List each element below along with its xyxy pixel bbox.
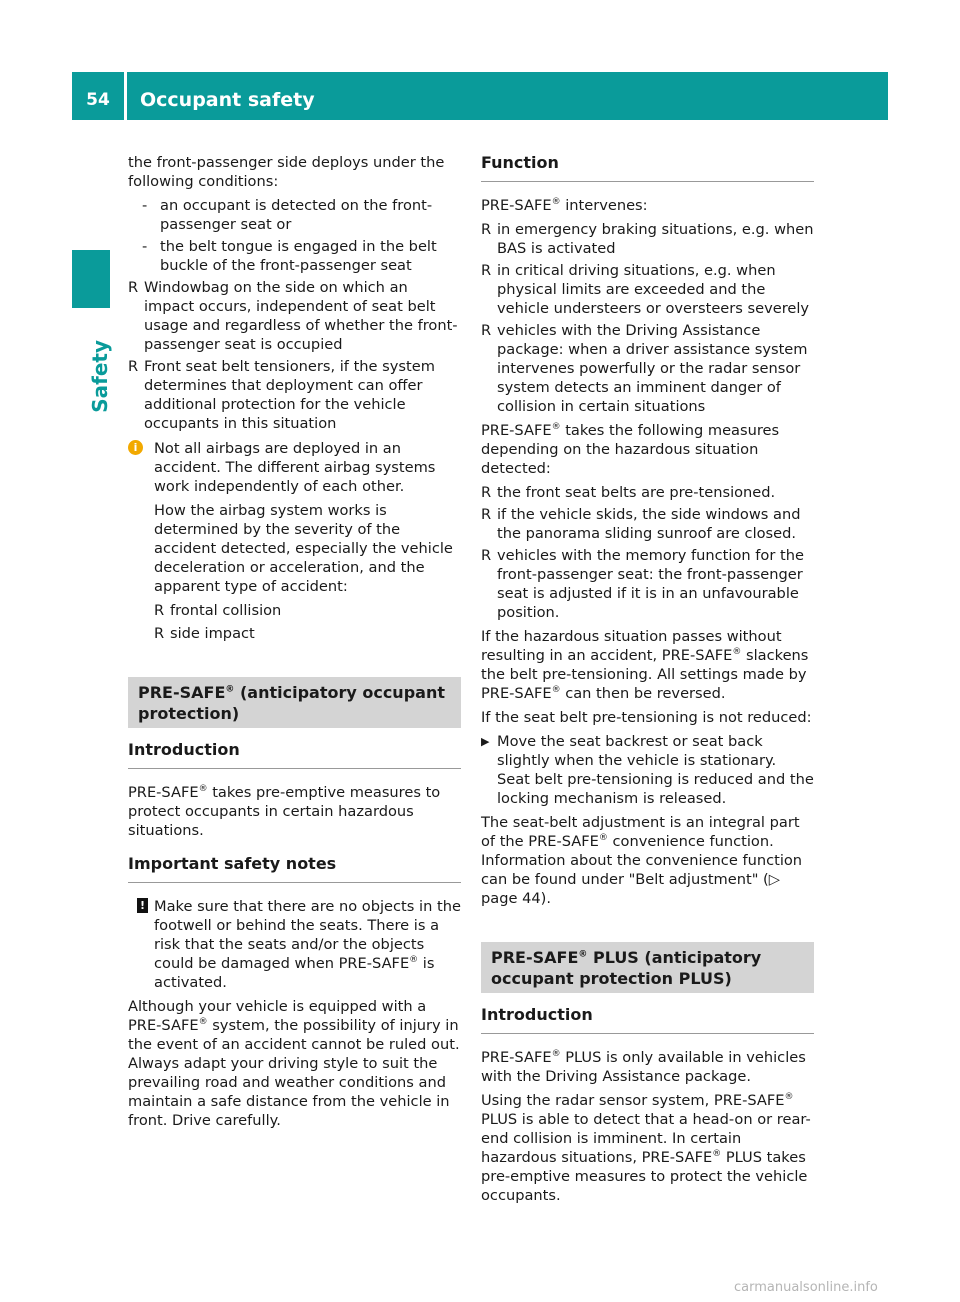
list-item-text: vehicles with the Driving Assistance package: when a driver assistance system intervenes powerfully or the radar sensor system detects an imminent danger of collision in certain situations <box>497 322 808 415</box>
list-item-text: vehicles with the memory function for the front-passenger seat: the front-passenger seat is adjusted if it is in an unfavourable position. <box>497 547 804 621</box>
bullet-marker: R <box>481 262 492 279</box>
paragraph-intro: the front-passenger side deploys under the following conditions: <box>128 154 445 190</box>
bullet-marker: R <box>481 221 492 238</box>
note-paragraph: How the airbag system works is determined by the severity of the accident detected, especially the vehicle deceleration or acceleration, and the apparent type of accident: <box>154 502 453 595</box>
bullet-marker: R <box>481 484 492 501</box>
paragraph-plus-1: PRE-SAFE® PLUS is only available in vehicles with the Driving Assistance package. <box>481 1049 806 1085</box>
warning-text: Make sure that there are no objects in the footwell or behind the seats. There is a risk that the seats and/or the objects could be damaged when PRE-SAFE® is activated. <box>154 898 461 991</box>
right-column <box>481 153 814 1210</box>
heading-introduction-plus: Introduction <box>481 1005 814 1034</box>
list-item-text: if the vehicle skids, the side windows and the panorama sliding sunroof are closed. <box>497 506 801 542</box>
heading-introduction: Introduction <box>128 740 461 769</box>
list-item <box>481 483 814 502</box>
list-item-text: an occupant is detected on the front-passenger seat or <box>160 197 433 233</box>
paragraph-intervenes: PRE-SAFE® intervenes: <box>481 197 648 214</box>
page-reference-link[interactable]: page 44 <box>481 890 541 907</box>
list-item-text: the front seat belts are pre-tensioned. <box>497 484 776 501</box>
list-item-text: in critical driving situations, e.g. when physical limits are exceeded and the vehicle understeers or oversteers severely <box>497 262 810 317</box>
list-item <box>481 321 814 416</box>
list-item <box>481 505 814 543</box>
page-title: Occupant safety <box>140 89 315 111</box>
bullet-marker: R <box>128 279 139 296</box>
registered-mark: ® <box>225 684 235 695</box>
list-item-text: Windowbag on the side on which an impact occurs, independent of seat belt usage and regardless of whether the front-passenger seat is occupied <box>144 279 458 353</box>
paragraph-measures: PRE-SAFE® takes the following measures depending on the hazardous situation detected: <box>481 422 780 477</box>
heading-function: Function <box>481 153 814 182</box>
instruction-step <box>481 732 814 808</box>
list-item-text: in emergency braking situations, e.g. when BAS is activated <box>497 221 814 257</box>
section-title-pre-safe: PRE-SAFE® (anticipatory occupant protection) <box>128 677 461 728</box>
bullet-marker: R <box>481 322 492 339</box>
paragraph-not-reduced: If the seat belt pre-tensioning is not reduced: <box>481 709 812 726</box>
list-item <box>481 546 814 622</box>
list-item <box>128 196 461 234</box>
section-title-pre-safe-plus: PRE-SAFE® PLUS (anticipatory occupant protection PLUS) <box>481 942 814 993</box>
heading-safety-notes: Important safety notes <box>128 854 461 883</box>
list-item-text: frontal collision <box>170 602 282 619</box>
step-result: Seat belt pre-tensioning is reduced and the locking mechanism is released. <box>497 771 814 807</box>
list-item-text: the belt tongue is engaged in the belt buckle of the front-passenger seat <box>160 238 437 274</box>
dash-marker: - <box>142 238 148 255</box>
bullet-marker: R <box>154 602 165 619</box>
list-item <box>128 278 461 354</box>
list-item <box>128 357 461 433</box>
bullet-marker: R <box>128 358 139 375</box>
info-icon: i <box>128 440 143 455</box>
list-item <box>154 601 461 620</box>
list-item <box>481 220 814 258</box>
step-action: Move the seat backrest or seat back slightly when the vehicle is stationary. <box>497 733 777 769</box>
note-paragraph: Not all airbags are deployed in an accident. The different airbag systems work independently of each other. <box>154 440 436 495</box>
header-divider <box>124 72 127 120</box>
paragraph-integral: The seat-belt adjustment is an integral part of the PRE-SAFE® convenience function. Information about the convenience function can be found under "Belt adjustment" (▷ page 44). <box>481 814 803 907</box>
bullet-marker: R <box>481 506 492 523</box>
step-arrow-icon: ▶ <box>481 735 490 748</box>
side-tab-block <box>72 250 110 308</box>
list-item-text: side impact <box>170 625 255 642</box>
paragraph-introduction: PRE-SAFE® takes pre-emptive measures to protect occupants in certain hazardous situations. <box>128 784 441 839</box>
registered-mark: ® <box>578 949 588 960</box>
list-item <box>481 261 814 318</box>
list-item-text: Front seat belt tensioners, if the system determines that deployment can offer additional protection for the vehicle occupants in this situation <box>144 358 435 432</box>
paragraph-passes: If the hazardous situation passes without resulting in an accident, PRE-SAFE® slackens the belt pre-tensioning. All settings made by PRE-SAFE® can then be reversed. <box>481 628 809 702</box>
list-item <box>128 237 461 275</box>
page-ref-arrow-icon: ▷ <box>768 871 780 888</box>
info-note <box>128 439 461 643</box>
paragraph-plus-2: Using the radar sensor system, PRE-SAFE® PLUS is able to detect that a head-on or rear-end collision is imminent. In certain hazardous situations, PRE-SAFE® PLUS takes pre-emptive measures to protect the vehicle occupants. <box>481 1092 811 1204</box>
warning-note <box>128 897 461 992</box>
bullet-marker: R <box>154 625 165 642</box>
bullet-marker: R <box>481 547 492 564</box>
list-item <box>154 624 461 643</box>
page-number: 54 <box>86 90 110 110</box>
warning-icon: ! <box>137 898 148 913</box>
paragraph-final: Although your vehicle is equipped with a PRE-SAFE® system, the possibility of injury in the event of an accident cannot be ruled out. Always adapt your driving style to suit the prevailing road and weather conditions and maintain a safe distance from the vehicle in front. Drive carefully. <box>128 998 460 1129</box>
side-tab-label: Safety <box>88 340 112 413</box>
watermark: carmanualsonline.info <box>734 1280 878 1295</box>
dash-marker: - <box>142 197 148 214</box>
left-column <box>128 153 461 1135</box>
